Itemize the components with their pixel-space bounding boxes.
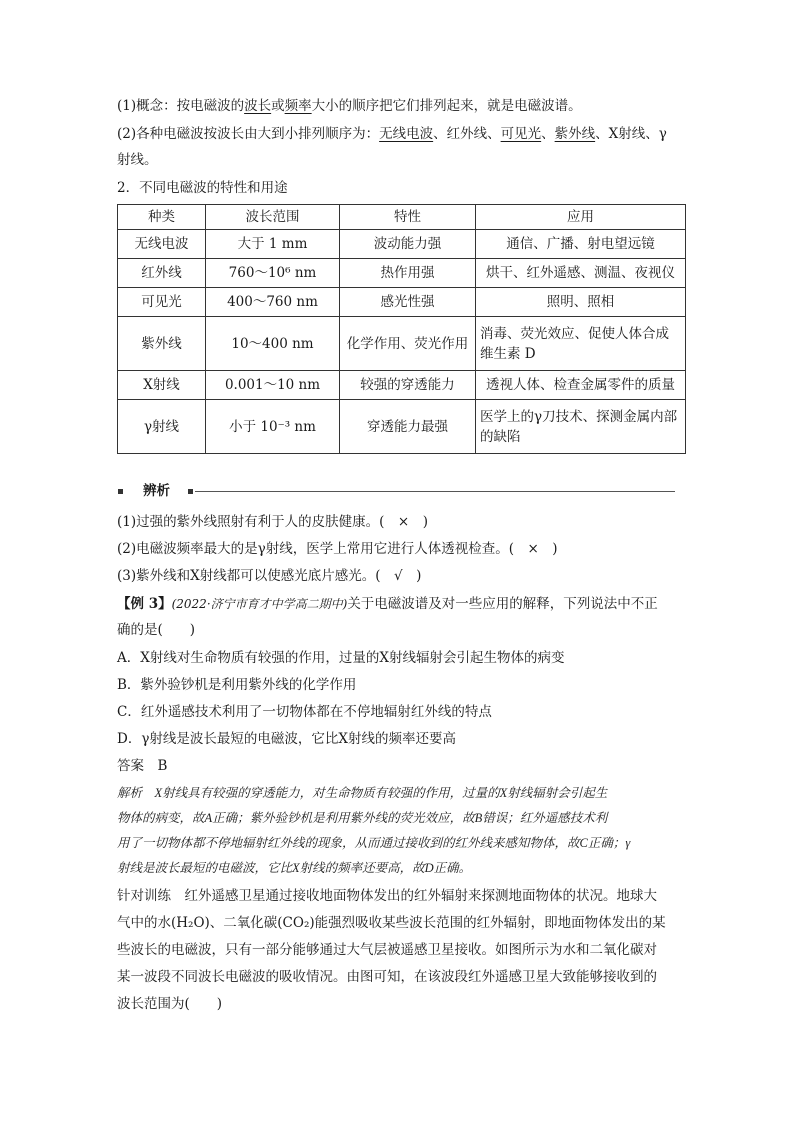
blank-wavelength: 波长 bbox=[244, 98, 272, 114]
concept-text: 大小的顺序把它们排列起来，就是电磁波谱。 bbox=[311, 98, 582, 114]
table-cell: 大于 1 mm bbox=[206, 230, 340, 259]
table-row bbox=[118, 288, 686, 317]
table-row bbox=[118, 317, 686, 371]
concept-line-2 bbox=[117, 124, 667, 144]
table-cell: 消毒、荧光效应、促使人体合成维生素 D bbox=[476, 317, 686, 371]
judgment-item: (1)过强的紫外线照射有利于人的皮肤健康。( × ) bbox=[117, 514, 428, 530]
option-d: D．γ射线是波长最短的电磁波，它比X射线的频率还要高 bbox=[117, 731, 457, 747]
example-stem-line-1 bbox=[117, 594, 658, 614]
table-cell: 760～10⁶ nm bbox=[206, 259, 340, 288]
table-row bbox=[118, 371, 686, 400]
option-b: B．紫外验钞机是利用紫外线的化学作用 bbox=[117, 677, 357, 693]
analysis-title: 辨析 bbox=[143, 483, 170, 499]
table-cell: 烘干、红外遥感、测温、夜视仪 bbox=[476, 259, 686, 288]
practice-line: 针对训练 红外遥感卫星通过接收地面物体发出的红外辐射来探测地面物体的状况。地球大 bbox=[117, 888, 657, 904]
header-cell: 特性 bbox=[340, 205, 476, 230]
table-cell: 化学作用、荧光作用 bbox=[340, 317, 476, 371]
divider bbox=[195, 491, 675, 492]
blank-radio: 无线电波 bbox=[379, 126, 434, 142]
blank-uv: 紫外线 bbox=[554, 126, 596, 142]
concept-text: 、 bbox=[541, 126, 555, 142]
table-cell: 小于 10⁻³ nm bbox=[206, 400, 340, 454]
table-cell: 感光性强 bbox=[340, 288, 476, 317]
concept-line-3 bbox=[117, 150, 158, 170]
header-cell: 波长范围 bbox=[206, 205, 340, 230]
concept-text: 射线。 bbox=[117, 152, 158, 168]
table-cell: 10～400 nm bbox=[206, 317, 340, 371]
square-bullet-icon bbox=[188, 489, 193, 494]
table-cell: 较强的穿透能力 bbox=[340, 371, 476, 400]
header-cell: 种类 bbox=[118, 205, 206, 230]
answer: 答案 B bbox=[117, 758, 168, 774]
header-cell: 应用 bbox=[476, 205, 686, 230]
table-cell: 穿透能力最强 bbox=[340, 400, 476, 454]
table-cell: 0.001～10 nm bbox=[206, 371, 340, 400]
example-source: (2022·济宁市育才中学高二期中) bbox=[171, 597, 348, 611]
practice-line: 气中的水(H₂O)、二氧化碳(CO₂)能强烈吸收某些波长范围的红外辐射，即地面物体发出的某 bbox=[117, 915, 666, 931]
table-cell: 医学上的γ刀技术、探测金属内部的缺陷 bbox=[476, 400, 686, 454]
table-row bbox=[118, 259, 686, 288]
example-stem-line-2: 确的是( ) bbox=[117, 622, 196, 638]
table-cell: X射线 bbox=[118, 371, 206, 400]
concept-line-1 bbox=[117, 96, 582, 116]
example-stem: 关于电磁波谱及对一些应用的解释，下列说法中不正 bbox=[347, 596, 658, 612]
blank-frequency: 频率 bbox=[284, 98, 312, 114]
judgment-item: (2)电磁波频率最大的是γ射线，医学上常用它进行人体透视检查。( × ) bbox=[117, 541, 558, 557]
concept-text: (1)概念：按电磁波的 bbox=[117, 98, 245, 114]
table-cell: 波动能力强 bbox=[340, 230, 476, 259]
em-wave-table bbox=[117, 204, 686, 454]
judgment-item: (3)紫外线和X射线都可以使感光底片感光。( √ ) bbox=[117, 568, 422, 584]
practice-line: 些波长的电磁波，只有一部分能够通过大气层被遥感卫星接收。如图所示为水和二氧化碳对 bbox=[117, 942, 657, 958]
table-cell: 400～760 nm bbox=[206, 288, 340, 317]
blank-visible: 可见光 bbox=[500, 126, 542, 142]
table-header-row bbox=[118, 205, 686, 230]
concept-text: 或 bbox=[271, 98, 285, 114]
solution-line: 物体的病变，故A正确；紫外验钞机是利用紫外线的荧光效应，故B错误；红外遥感技术利 bbox=[117, 811, 608, 825]
solution-line: 射线是波长最短的电磁波，它比X射线的频率还要高，故D正确。 bbox=[117, 861, 472, 875]
table-cell: 热作用强 bbox=[340, 259, 476, 288]
concept-text: (2)各种电磁波按波长由大到小排列顺序为： bbox=[117, 126, 380, 142]
square-bullet-icon bbox=[118, 489, 123, 494]
option-a: A．X射线对生命物质有较强的作用，过量的X射线辐射会引起生物体的病变 bbox=[117, 650, 565, 666]
table-cell: 红外线 bbox=[118, 259, 206, 288]
solution-line: 用了一切物体都不停地辐射红外线的现象，从而通过接收到的红外线来感知物体，故C正确；γ bbox=[117, 836, 631, 850]
option-c: C．红外遥感技术利用了一切物体都在不停地辐射红外线的特点 bbox=[117, 704, 492, 720]
table-cell: 通信、广播、射电望远镜 bbox=[476, 230, 686, 259]
table-cell: 无线电波 bbox=[118, 230, 206, 259]
table-cell: 可见光 bbox=[118, 288, 206, 317]
example-tag: 【例 3】 bbox=[117, 596, 172, 612]
practice-line: 某一波段不同波长电磁波的吸收情况。由图可知，在该波段红外遥感卫星大致能够接收到的 bbox=[117, 969, 657, 985]
practice-line: 波长范围为( ) bbox=[117, 996, 223, 1012]
table-cell: 照明、照相 bbox=[476, 288, 686, 317]
concept-text: 、X射线、γ bbox=[595, 126, 667, 142]
table-cell: 透视人体、检查金属零件的质量 bbox=[476, 371, 686, 400]
table-row bbox=[118, 400, 686, 454]
table-cell: γ射线 bbox=[118, 400, 206, 454]
table-row bbox=[118, 230, 686, 259]
solution-line: 解析 X射线具有较强的穿透能力，对生命物质有较强的作用，过量的X射线辐射会引起生 bbox=[117, 786, 608, 800]
section-2-title: 2．不同电磁波的特性和用途 bbox=[117, 180, 288, 196]
concept-text: 、红外线、 bbox=[433, 126, 501, 142]
table-cell: 紫外线 bbox=[118, 317, 206, 371]
